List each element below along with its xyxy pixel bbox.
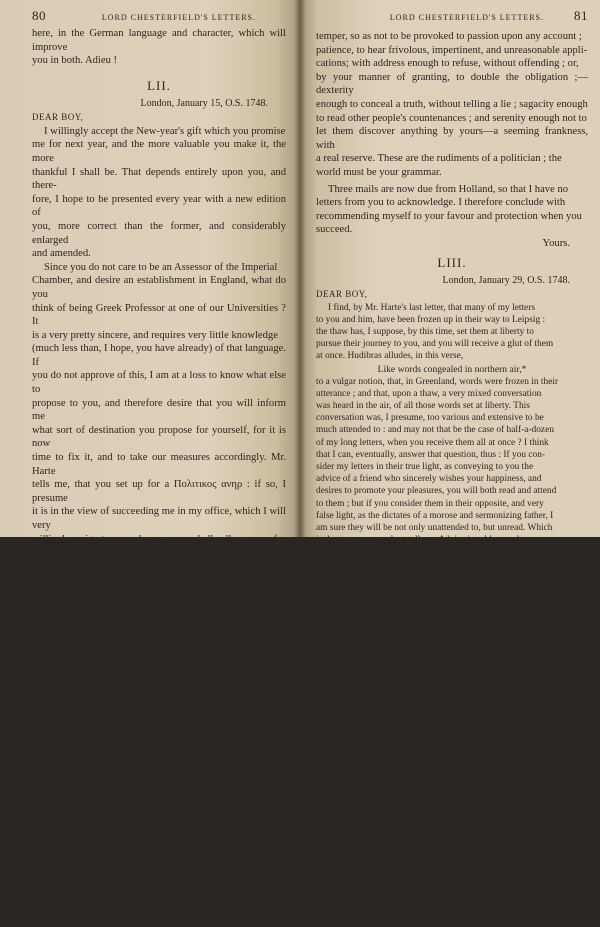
text-line: But, if you intend to be the Πολιτικος, or the Βουληφορος ανηρ, xyxy=(32,560,286,586)
text-line: strength, the riches, and the commerce of every country ;—these xyxy=(32,751,286,776)
text-line: practical part of business, which may deserve some consideration xyxy=(32,873,286,899)
paragraph xyxy=(316,183,588,237)
text-line: it is in the view of succeeding me in my office, which I will very xyxy=(32,506,286,531)
text-line: is a very pretty sincere, and requires very little knowledge xyxy=(32,329,278,341)
text-line: propose to you, and therefore desire that you will inform me xyxy=(32,397,286,423)
text-line: fore, I hope to be presented every year with a new edition of xyxy=(32,193,286,219)
text-line: to them ; but if you consider them in their opposite, and very xyxy=(316,498,544,509)
text-line: little things, trifling as they may seem, are yet very necessary for xyxy=(32,778,286,803)
text-line: pursue their journey to you, and you will receive a glut of them xyxy=(316,339,554,350)
text-line: by your manner of granting, to double the obligation ;—dexterity xyxy=(316,71,588,97)
text-line: enough to conceal a truth, without telling a lie ; sagacity enough xyxy=(316,98,588,110)
left-page-number: 80 xyxy=(32,8,46,23)
text-line: let them discover anything by yours—a seeming frankness, with xyxy=(316,126,588,151)
text-line: in your leisure moments—such as, an absolute command of your xyxy=(32,900,286,926)
letter-salutation: DEAR BOY, xyxy=(316,288,368,299)
text-line: patience, to hear frivolous, impertinent, and unreasonable appli- xyxy=(316,44,588,56)
text-line: sider my letters in their true light, as conveying to you the xyxy=(316,461,534,472)
left-continued-text xyxy=(32,27,286,68)
right-page xyxy=(300,0,600,575)
signature-mark: 6 xyxy=(573,564,578,575)
letter-number: LII. xyxy=(147,77,171,93)
text-line: succeed. xyxy=(316,224,353,236)
text-line: was heard in the air, of all those words set at liberty. This xyxy=(316,400,530,411)
letter-signoff: Yours. xyxy=(542,237,570,249)
text-line: you do not approve of this, I am at a loss to know what else to xyxy=(32,370,286,396)
text-line: recommending myself to your favour and protection when you xyxy=(316,210,582,222)
text-line: and amended. xyxy=(32,248,91,260)
text-line: a real reserve. These are the rudiments of a politician ; the xyxy=(316,153,562,165)
verse-quote: Like words congealed in northern air,* xyxy=(377,363,527,375)
footnote: * Hudibras, Canto i. 148. xyxy=(414,564,502,575)
text-line: Since you do not care to be an Assessor of the Imperial xyxy=(44,261,278,273)
letter-number: LIII. xyxy=(437,254,467,270)
text-line: I find, by Mr. Harte's last letter, that many of my letters xyxy=(328,302,535,313)
paragraph xyxy=(316,302,588,363)
left-running-head xyxy=(32,8,286,24)
text-line: what sort of destination you propose for yourself, for it is now xyxy=(32,424,286,450)
volume-label: VOL. I. xyxy=(316,564,343,575)
text-line: to you and him, have been frozen up in their way to Leipsig : xyxy=(316,314,546,325)
text-line: for it; and then, in order to be so, make yourself master of xyxy=(32,642,277,654)
text-line: I willingly accept the New-year's gift which you promise xyxy=(44,125,286,137)
page-footer xyxy=(316,565,588,575)
text-line: letters from you to acknowledge. I therefore conclude with xyxy=(316,197,566,209)
text-line: trace out and reflect upon the causes of both ;—to know the xyxy=(32,737,286,749)
text-line: and those who want it the most, always like it the least. I hope xyxy=(316,547,550,558)
text-line: of my long letters, when you receive them all at once ? I think xyxy=(316,437,549,448)
text-line: you, more correct than the former, and considerably enlarged xyxy=(32,220,286,246)
book-gutter xyxy=(294,0,306,537)
text-line: time to fix it, and to take our measures accordingly. Mr. Harte xyxy=(32,452,286,477)
paragraph xyxy=(316,376,588,559)
text-line: much attended to : and may not that be the case of half-a-dozen xyxy=(316,425,554,436)
text-line: to a vulgar notion, that, in Greenland, words were frozen in their xyxy=(316,376,559,387)
text-line: (much less than, I hope, you have already) of that language. If xyxy=(32,343,286,368)
text-line: the thaw has, I suppose, by this time, set them at liberty to xyxy=(316,326,534,337)
right-running-head xyxy=(316,8,588,24)
letter-salutation: DEAR BOY, xyxy=(32,111,84,122)
text-line: false light, as the dictates of a morose and sermonizing father, I xyxy=(316,510,554,521)
text-line: world must be your grammar. xyxy=(316,166,442,178)
text-line: is the case, you can best tell me. Advice is seldom welcome ; xyxy=(316,535,545,546)
text-line: a politician to know, and which therefore, I presume, you will xyxy=(32,805,286,831)
right-page-number: 81 xyxy=(574,8,588,23)
letter-dateline: London, January 29, O.S. 1748. xyxy=(442,274,570,286)
paragraph xyxy=(32,845,286,927)
text-line: think of being Greek Professor at one of our Universities ? It xyxy=(32,302,286,328)
left-running-title: LORD CHESTERFIELD'S LETTERS. xyxy=(101,13,256,22)
text-line: growth and the decline of ancient and modern empires, and to xyxy=(32,710,286,735)
paragraph xyxy=(32,261,286,846)
paragraph xyxy=(316,30,588,180)
text-line: tells me, that you set up for a Πολιτικος ανηρ : if so, I presume xyxy=(32,479,286,504)
text-line: me for next year, and the more valuable you make it, the more xyxy=(32,139,286,164)
text-line: Three mails are now due from Holland, so that I have no xyxy=(328,183,569,195)
text-line: thankful I shall be. That depends entirely upon you, and there- xyxy=(32,166,286,192)
text-line: conversation was, I presume, too various and extensive to be xyxy=(316,413,544,424)
text-line: utterance ; and that, upon a thaw, a very mixed conversation xyxy=(316,388,542,399)
text-line: here, in the German language and character, which will improve xyxy=(32,28,286,53)
text-line: willingly resign to you whenever you shall call upon me for it. xyxy=(32,533,286,559)
text-line: previously take your resolution: the first of which is, to be fit xyxy=(32,615,286,640)
text-line: at once. Hudibras alludes, in this verse, xyxy=(316,351,464,362)
text-line: advice of a friend who sincerely wishes your happiness, and xyxy=(316,474,542,485)
right-running-title: LORD CHESTERFIELD'S LETTERS. xyxy=(389,13,544,22)
text-line: am sure they will be not only unattended to, but unread. Which xyxy=(316,522,553,533)
text-line: There are some additional qualifications necessary, in the xyxy=(32,846,286,871)
text-line: that I can, eventually, answer that question, thus : If you con- xyxy=(316,449,546,460)
letter-dateline: London, January 15, O.S. 1748. xyxy=(140,97,268,109)
text-line: there are some trifling circumstances upon which you should xyxy=(32,587,286,613)
text-line: you in both. Adieu ! xyxy=(32,55,118,67)
text-line: condescend to apply yourself to. xyxy=(32,832,170,844)
text-line: cations; with address enough to refuse, without offending ; or, xyxy=(316,58,579,70)
text-line: temper, so as not to be provoked to passion upon any account ; xyxy=(316,31,582,42)
text-line: the constitution and form of government of every nation, the xyxy=(32,683,286,708)
paragraph xyxy=(32,125,286,261)
text-line: Chamber, and desire an establishment in England, what do you xyxy=(32,275,286,300)
text-line: to read other people's countenances ; and serenity enough not to xyxy=(316,112,587,124)
left-page xyxy=(0,0,300,926)
text-line: ancient and modern history, and languages. To know perfectly xyxy=(32,655,286,681)
text-line: desires to promote your pleasures, you will both read and attend xyxy=(316,486,557,497)
